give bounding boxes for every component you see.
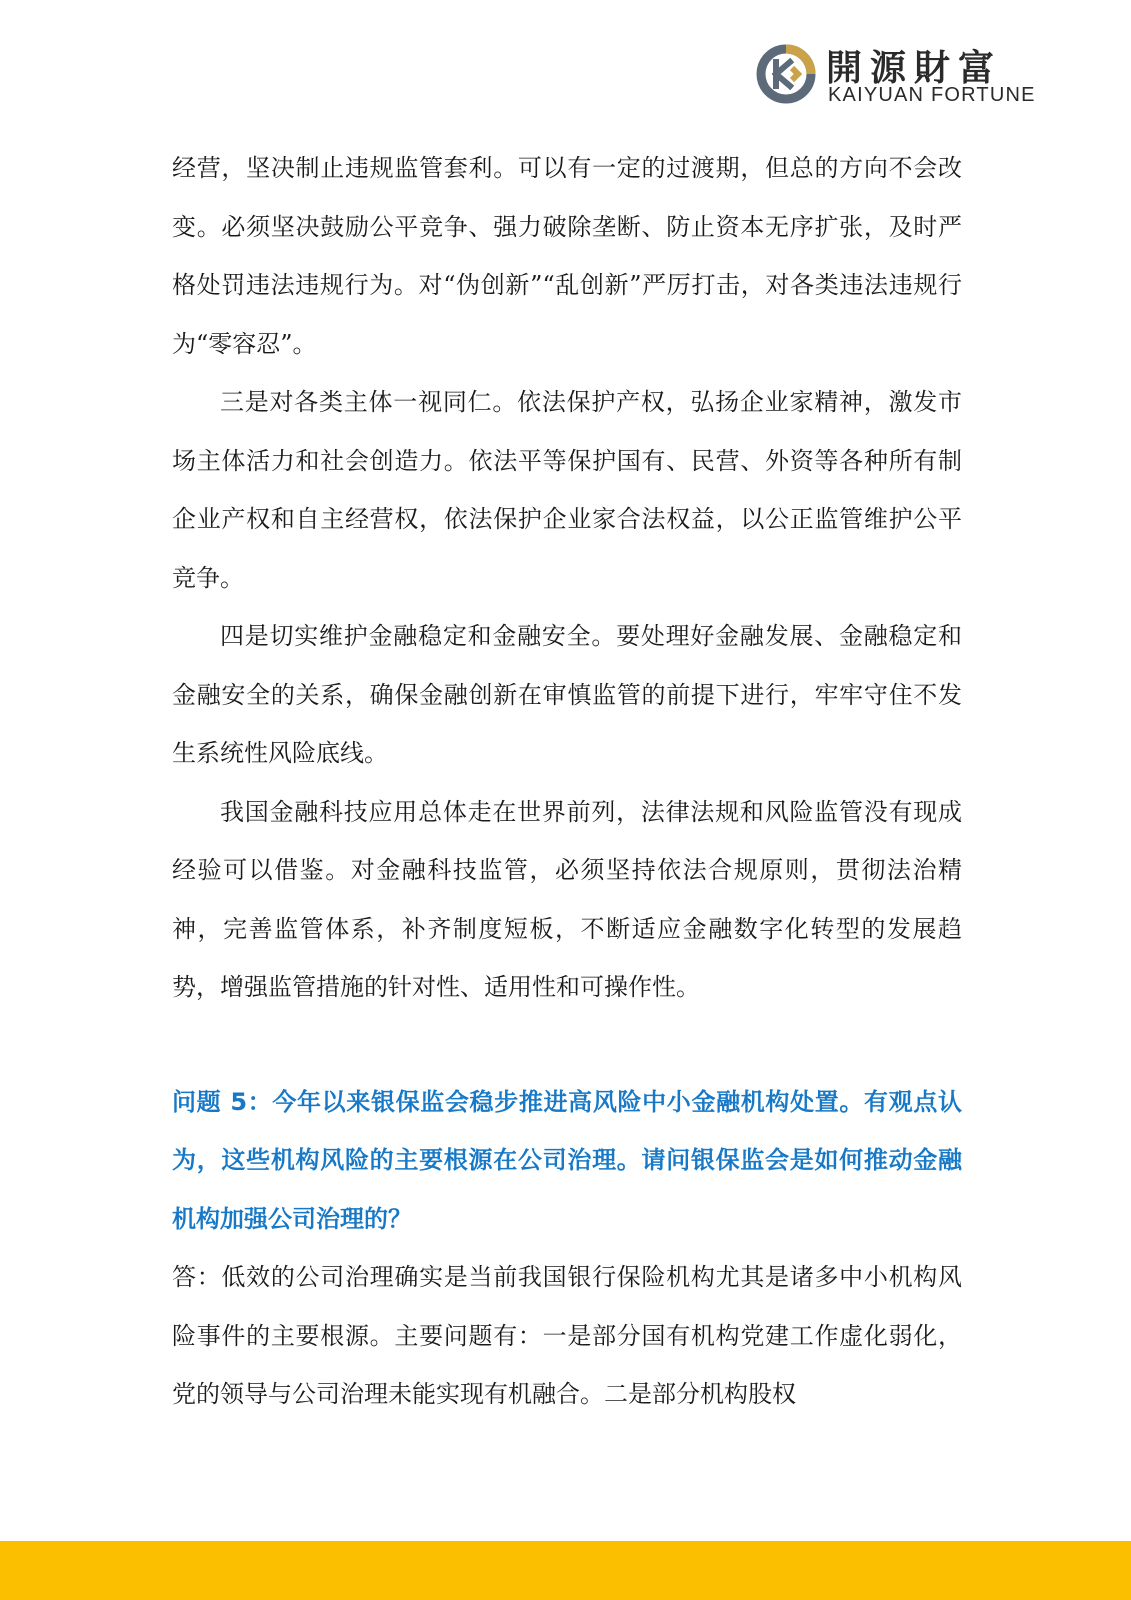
paragraph-1: 经营，坚决制止违规监管套利。可以有一定的过渡期，但总的方向不会改变。必须坚决鼓励公平竞争、强力破除垄断、防止资本无序扩张，及时严格处罚违法违规行为。对“伪创新”“乱创新”严厉打击，对各类违法违规行为“零容忍”。 xyxy=(172,154,962,358)
question-heading: 问题 5：今年以来银保监会稳步推进高风险中小金融机构处置。有观点认为，这些机构风险的主要根源在公司治理。请问银保监会是如何推动金融机构加强公司治理的？ xyxy=(172,1087,962,1233)
kaiyuan-logo-icon xyxy=(754,42,818,106)
answer-paragraph: 答：低效的公司治理确实是当前我国银行保险机构尤其是诸多中小机构风险事件的主要根源。主要问题有：一是部分国有机构党建工作虚化弱化，党的领导与公司治理未能实现有机融合。二是部分机构股权 xyxy=(172,1263,962,1408)
section-spacer xyxy=(172,1017,962,1073)
footer-bar xyxy=(0,1541,1131,1600)
paragraph-2: 三是对各类主体一视同仁。依法保护产权，弘扬企业家精神，激发市场主体活力和社会创造力。依法平等保护国有、民营、外资等各种所有制企业产权和自主经营权，依法保护企业家合法权益，以公正监管维护公平竞争。 xyxy=(172,388,962,592)
logo-english-name: KAIYUAN FORTUNE xyxy=(828,84,1036,106)
paragraph-3: 四是切实维护金融稳定和金融安全。要处理好金融发展、金融稳定和金融安全的关系，确保金融创新在审慎监管的前提下进行，牢牢守住不发生系统性风险底线。 xyxy=(172,622,962,767)
document-body xyxy=(172,139,962,1424)
paragraph-4: 我国金融科技应用总体走在世界前列，法律法规和风险监管没有现成经验可以借鉴。对金融科技监管，必须坚持依法合规原则，贯彻法治精神，完善监管体系，补齐制度短板，不断适应金融数字化转型的发展趋势，增强监管措施的针对性、适用性和可操作性。 xyxy=(172,797,962,1001)
company-logo xyxy=(754,38,1054,110)
logo-chinese-name: 開源財富 xyxy=(826,48,1003,89)
